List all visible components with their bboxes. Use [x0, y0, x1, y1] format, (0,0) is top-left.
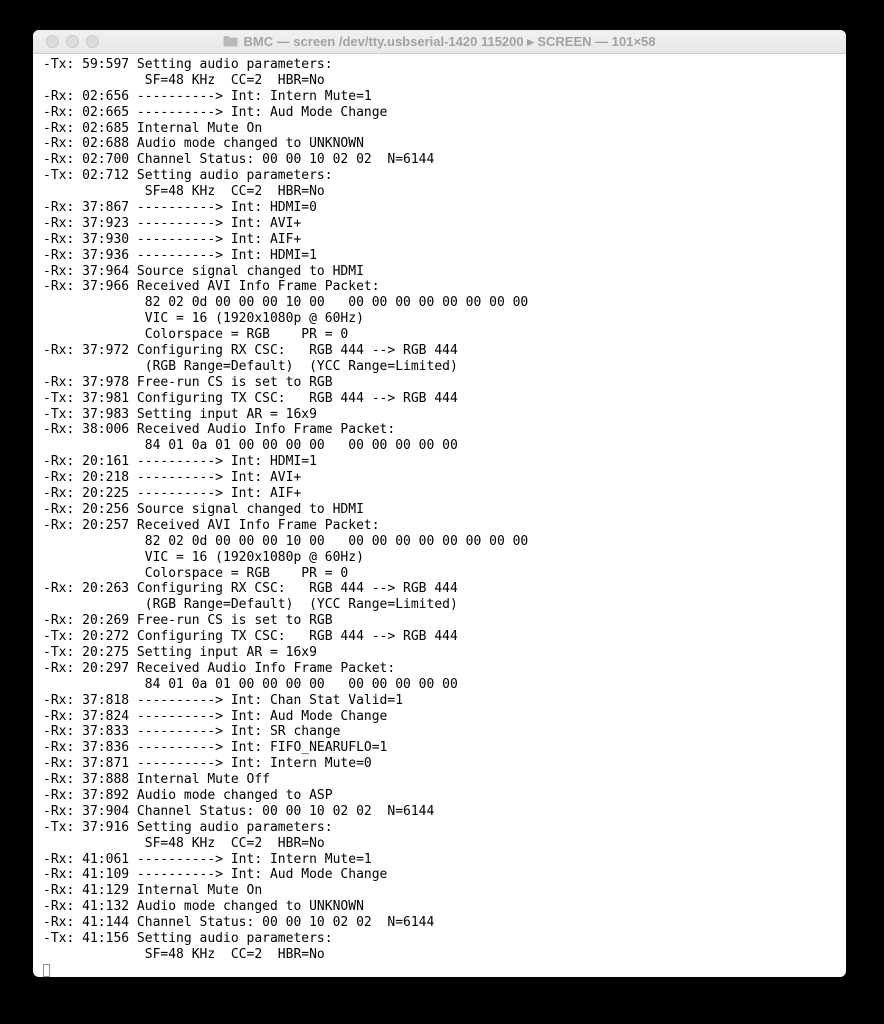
terminal-line: -Rx: 37:818 ----------> Int: Chan Stat Valid=1 — [43, 692, 404, 708]
terminal-line: SF=48 KHz CC=2 HBR=No — [43, 835, 325, 851]
titlebar[interactable] — [33, 30, 846, 54]
terminal-output[interactable] — [33, 54, 846, 977]
terminal-line: -Rx: 41:132 Audio mode changed to UNKNOWN — [43, 899, 364, 915]
terminal-line: -Rx: 37:978 Free-run CS is set to RGB — [43, 374, 333, 390]
terminal-line: -Tx: 02:712 Setting audio parameters: — [43, 168, 333, 184]
terminal-line: -Tx: 37:916 Setting audio parameters: — [43, 819, 333, 835]
terminal-line: -Rx: 37:930 ----------> Int: AIF+ — [43, 231, 302, 247]
terminal-line: -Rx: 37:892 Audio mode changed to ASP — [43, 787, 333, 803]
terminal-line: -Tx: 41:156 Setting audio parameters: — [43, 930, 333, 946]
terminal-line: (RGB Range=Default) (YCC Range=Limited) — [43, 358, 458, 374]
cursor-row — [43, 963, 846, 977]
terminal-line: 82 02 0d 00 00 00 10 00 00 00 00 00 00 00 00 00 — [43, 533, 529, 549]
folder-icon[interactable] — [223, 35, 238, 50]
terminal-line: SF=48 KHz CC=2 HBR=No — [43, 946, 325, 962]
terminal-line: Colorspace = RGB PR = 0 — [43, 327, 349, 343]
terminal-line: 82 02 0d 00 00 00 10 00 00 00 00 00 00 00 00 00 — [43, 295, 529, 311]
terminal-line: -Rx: 37:867 ----------> Int: HDMI=0 — [43, 200, 317, 216]
terminal-line: Colorspace = RGB PR = 0 — [43, 565, 349, 581]
window-title-text: BMC — screen /dev/tty.usbserial-1420 115200 ▸ SCREEN — 101×58 — [243, 33, 656, 49]
terminal-line: (RGB Range=Default) (YCC Range=Limited) — [43, 597, 458, 613]
terminal-line: -Tx: 59:597 Setting audio parameters: — [43, 57, 333, 72]
terminal-line: -Tx: 37:983 Setting input AR = 16x9 — [43, 406, 317, 422]
terminal-window — [33, 30, 846, 977]
terminal-line: -Rx: 20:297 Received Audio Info Frame Packet: — [43, 660, 396, 676]
terminal-line: -Rx: 41:061 ----------> Int: Intern Mute=1 — [43, 851, 372, 867]
terminal-line: -Rx: 41:109 ----------> Int: Aud Mode Change — [43, 867, 388, 883]
terminal-line: -Rx: 20:269 Free-run CS is set to RGB — [43, 613, 333, 629]
terminal-line: 84 01 0a 01 00 00 00 00 00 00 00 00 00 — [43, 438, 458, 454]
terminal-line: -Rx: 41:129 Internal Mute On — [43, 883, 263, 899]
terminal-line: -Rx: 41:144 Channel Status: 00 00 10 02 02 N=6144 — [43, 915, 435, 931]
terminal-line: SF=48 KHz CC=2 HBR=No — [43, 72, 325, 88]
terminal-line: -Rx: 37:871 ----------> Int: Intern Mute=0 — [43, 756, 372, 772]
terminal-line: 84 01 0a 01 00 00 00 00 00 00 00 00 00 — [43, 676, 458, 692]
terminal-line: -Tx: 20:272 Configuring TX CSC: RGB 444 --> RGB 444 — [43, 629, 458, 645]
terminal-line: -Rx: 02:656 ----------> Int: Intern Mute=1 — [43, 88, 372, 104]
terminal-line: -Rx: 37:824 ----------> Int: Aud Mode Change — [43, 708, 388, 724]
terminal-line: -Rx: 20:225 ----------> Int: AIF+ — [43, 486, 302, 502]
terminal-line: -Rx: 20:256 Source signal changed to HDMI — [43, 501, 364, 517]
terminal-line: -Rx: 37:923 ----------> Int: AVI+ — [43, 215, 302, 231]
terminal-line: -Rx: 20:161 ----------> Int: HDMI=1 — [43, 454, 317, 470]
terminal-cursor — [43, 964, 50, 977]
terminal-line: VIC = 16 (1920x1080p @ 60Hz) — [43, 311, 364, 327]
terminal-line: -Tx: 20:275 Setting input AR = 16x9 — [43, 644, 317, 660]
terminal-line: -Rx: 37:966 Received AVI Info Frame Packet: — [43, 279, 380, 295]
terminal-line: -Rx: 02:665 ----------> Int: Aud Mode Change — [43, 104, 388, 120]
terminal-line: -Rx: 37:964 Source signal changed to HDMI — [43, 263, 364, 279]
terminal-line: SF=48 KHz CC=2 HBR=No — [43, 184, 325, 200]
terminal-line: -Rx: 37:936 ----------> Int: HDMI=1 — [43, 247, 317, 263]
terminal-line: -Rx: 20:218 ----------> Int: AVI+ — [43, 470, 302, 486]
terminal-line: -Rx: 20:263 Configuring RX CSC: RGB 444 --> RGB 444 — [43, 581, 458, 597]
terminal-line: -Rx: 37:833 ----------> Int: SR change — [43, 724, 341, 740]
terminal-line: -Rx: 02:685 Internal Mute On — [43, 120, 263, 136]
terminal-line: -Rx: 02:688 Audio mode changed to UNKNOWN — [43, 136, 364, 152]
window-title — [33, 30, 846, 53]
terminal-line: -Rx: 02:700 Channel Status: 00 00 10 02 02 N=6144 — [43, 152, 435, 168]
terminal-line: -Rx: 37:888 Internal Mute Off — [43, 772, 270, 788]
terminal-line: -Rx: 38:006 Received Audio Info Frame Packet: — [43, 422, 396, 438]
terminal-line: -Tx: 37:981 Configuring TX CSC: RGB 444 --> RGB 444 — [43, 390, 458, 406]
terminal-line: -Rx: 20:257 Received AVI Info Frame Packet: — [43, 517, 380, 533]
terminal-line: -Rx: 37:836 ----------> Int: FIFO_NEARUFLO=1 — [43, 740, 388, 756]
terminal-line: -Rx: 37:972 Configuring RX CSC: RGB 444 --> RGB 444 — [43, 343, 458, 359]
terminal-line: -Rx: 37:904 Channel Status: 00 00 10 02 02 N=6144 — [43, 803, 435, 819]
terminal-line: VIC = 16 (1920x1080p @ 60Hz) — [43, 549, 364, 565]
